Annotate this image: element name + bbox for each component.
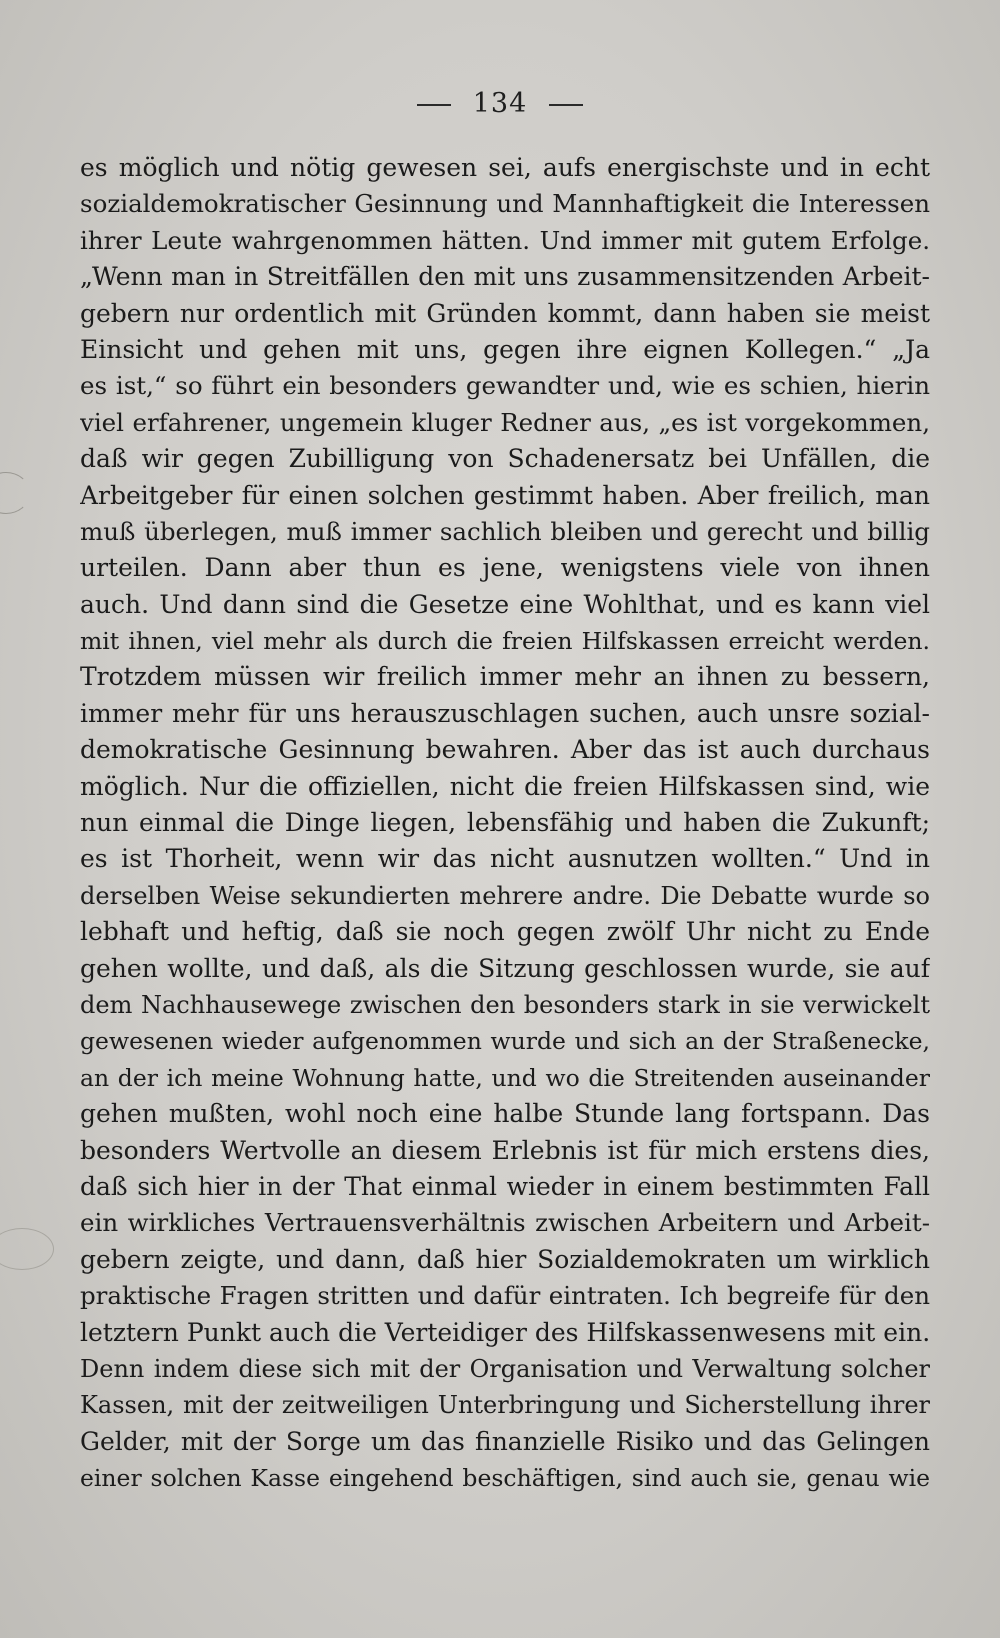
- text-line: Gelder, mit der Sorge um das finanzielle Risiko und das Gelingen: [80, 1426, 930, 1456]
- text-line: sozialdemokratischer Gesinnung und Mannhaftigkeit die Interessen: [80, 189, 930, 219]
- text-line: an der ich meine Wohnung hatte, und wo die Streitenden auseinander: [80, 1063, 930, 1092]
- margin-smudge: [0, 1228, 54, 1270]
- text-line: gehen wollte, und daß, als die Sitzung geschlossen wurde, sie auf: [80, 953, 930, 983]
- text-line: auch. Und dann sind die Gesetze eine Wohlthat, und es kann viel: [80, 589, 930, 619]
- header-dash-right: [549, 104, 583, 106]
- text-line: muß überlegen, muß immer sachlich bleiben und gerecht und billig: [80, 516, 930, 546]
- text-line: dem Nachhausewege zwischen den besonders stark in sie verwickelt: [80, 990, 930, 1019]
- text-line: praktische Fragen stritten und dafür eintraten. Ich begreife für den: [80, 1281, 930, 1311]
- text-line: es möglich und nötig gewesen sei, aufs energischste und in echt: [80, 153, 930, 182]
- text-line: ihrer Leute wahrgenommen hätten. Und immer mit gutem Erfolge.: [80, 225, 930, 255]
- text-line: einer solchen Kasse eingehend beschäftigen, sind auch sie, genau wie: [80, 1464, 930, 1493]
- text-line: Arbeitgeber für einen solchen gestimmt haben. Aber freilich, man: [80, 480, 930, 510]
- page-number: 134: [472, 88, 528, 119]
- text-line: besonders Wertvolle an diesem Erlebnis ist für mich erstens dies,: [80, 1135, 930, 1165]
- text-line: derselben Weise sekundierten mehrere andre. Die Debatte wurde so: [80, 881, 930, 910]
- text-line: ein wirkliches Vertrauensverhältnis zwischen Arbeitern und Arbeit-: [80, 1208, 930, 1238]
- text-line: urteilen. Dann aber thun es jene, wenigstens viele von ihnen: [80, 553, 930, 583]
- text-line: Denn indem diese sich mit der Organisation und Verwaltung solcher: [80, 1354, 930, 1383]
- body-text: [80, 150, 930, 1496]
- text-line: möglich. Nur die offiziellen, nicht die freien Hilfskassen sind, wie: [80, 771, 930, 801]
- text-line: mit ihnen, viel mehr als durch die freien Hilfskassen erreicht werden.: [80, 627, 930, 656]
- text-line: daß wir gegen Zubilligung von Schadenersatz bei Unfällen, die: [80, 444, 930, 474]
- text-line: viel erfahrener, ungemein kluger Redner aus, „es ist vorgekommen,: [80, 407, 930, 437]
- text-line: „Wenn man in Streitfällen den mit uns zusammensitzenden Arbeit-: [80, 262, 930, 292]
- text-line: lebhaft und heftig, daß sie noch gegen zwölf Uhr nicht zu Ende: [80, 917, 930, 947]
- text-line: Kassen, mit der zeitweiligen Unterbringung und Sicherstellung ihrer: [80, 1391, 930, 1420]
- text-line: Trotzdem müssen wir freilich immer mehr an ihnen zu bessern,: [80, 662, 930, 692]
- text-line: Einsicht und gehen mit uns, gegen ihre eignen Kollegen.“ „Ja: [80, 334, 930, 364]
- text-line: gebern nur ordentlich mit Gründen kommt, dann haben sie meist: [80, 298, 930, 328]
- text-line: demokratische Gesinnung bewahren. Aber das ist auch durchaus: [80, 735, 930, 765]
- page-header: [0, 88, 1000, 119]
- text-line: daß sich hier in der That einmal wieder in einem bestimmten Fall: [80, 1171, 930, 1201]
- margin-smudge: [0, 472, 30, 514]
- text-line: letztern Punkt auch die Verteidiger des Hilfskassenwesens mit ein.: [80, 1317, 930, 1347]
- text-line: gewesenen wieder aufgenommen wurde und sich an der Straßenecke,: [80, 1027, 930, 1056]
- text-line: gehen mußten, wohl noch eine halbe Stunde lang fortspann. Das: [80, 1099, 930, 1129]
- text-line: immer mehr für uns herauszuschlagen suchen, auch unsre sozial-: [80, 698, 930, 728]
- text-line: nun einmal die Dinge liegen, lebensfähig und haben die Zukunft;: [80, 808, 930, 838]
- text-line: es ist,“ so führt ein besonders gewandter und, wie es schien, hierin: [80, 371, 930, 401]
- header-dash-left: [417, 104, 451, 106]
- text-line: gebern zeigte, und dann, daß hier Sozialdemokraten um wirklich: [80, 1244, 930, 1274]
- text-line: es ist Thorheit, wenn wir das nicht ausnutzen wollten.“ Und in: [80, 844, 930, 874]
